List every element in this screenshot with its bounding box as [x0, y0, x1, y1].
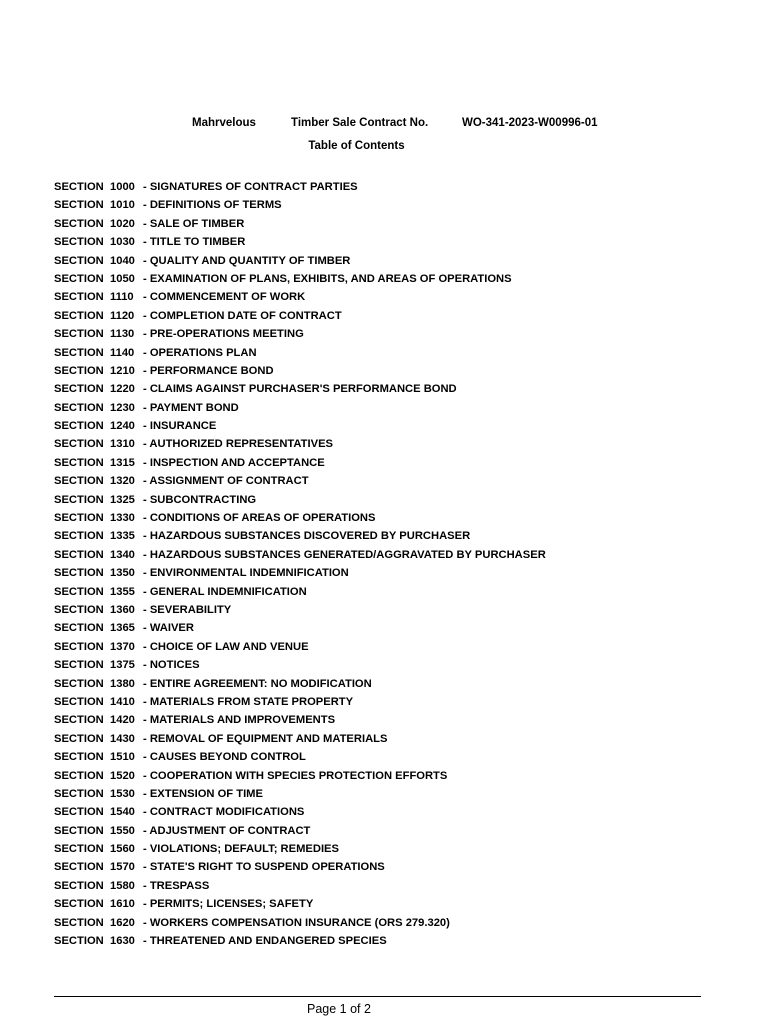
toc-section-number: 1335: [110, 530, 135, 543]
toc-section-number: 1620: [110, 916, 135, 929]
toc-section-number: 1000: [110, 181, 135, 193]
toc-entry: [54, 785, 546, 803]
toc-section-number: 1130: [110, 328, 135, 341]
toc-entry: [54, 196, 546, 214]
toc-entry: [54, 564, 546, 582]
toc-section-title: - PAYMENT BOND: [143, 401, 239, 414]
toc-section-title: - GENERAL INDEMNIFICATION: [143, 585, 307, 598]
toc-entry: [54, 252, 546, 270]
toc-section-word: SECTION: [54, 861, 104, 874]
toc-entry: [54, 546, 546, 564]
toc-section-number: 1320: [110, 475, 135, 488]
toc-section-title: - INSPECTION AND ACCEPTANCE: [143, 456, 325, 469]
toc-section-word: SECTION: [54, 843, 104, 856]
toc-section-word: SECTION: [54, 456, 104, 469]
toc-section-word: SECTION: [54, 217, 104, 230]
toc-section-title: - PERMITS; LICENSES; SAFETY: [143, 898, 314, 911]
toc-section-title: - PERFORMANCE BOND: [143, 364, 274, 377]
toc-section-word: SECTION: [54, 787, 104, 800]
toc-entry: [54, 178, 546, 196]
toc-section-word: SECTION: [54, 236, 104, 249]
toc-section-title: - ASSIGNMENT OF CONTRACT: [143, 475, 309, 488]
toc-entry: [54, 675, 546, 693]
toc-section-number: 1355: [110, 585, 135, 598]
toc-entry: [54, 638, 546, 656]
toc-section-word: SECTION: [54, 401, 104, 414]
toc-section-number: 1370: [110, 640, 135, 653]
toc-entry: [54, 822, 546, 840]
toc-list: [54, 178, 546, 950]
toc-section-title: - TITLE TO TIMBER: [143, 236, 246, 249]
toc-entry: [54, 325, 546, 343]
toc-entry: [54, 454, 546, 472]
toc-section-word: SECTION: [54, 309, 104, 322]
toc-section-word: SECTION: [54, 622, 104, 635]
toc-section-title: - SEVERABILITY: [143, 603, 232, 616]
document-header: [0, 117, 770, 133]
toc-section-title: - REMOVAL OF EQUIPMENT AND MATERIALS: [143, 732, 388, 745]
toc-section-title: - OPERATIONS PLAN: [143, 346, 257, 359]
toc-section-title: - MATERIALS AND IMPROVEMENTS: [143, 714, 336, 727]
toc-section-title: - THREATENED AND ENDANGERED SPECIES: [143, 935, 387, 948]
toc-section-title: - CONTRACT MODIFICATIONS: [143, 806, 305, 819]
toc-section-number: 1140: [110, 346, 135, 359]
toc-section-word: SECTION: [54, 916, 104, 929]
toc-entry: [54, 527, 546, 545]
toc-section-number: 1110: [110, 291, 134, 304]
toc-section-word: SECTION: [54, 806, 104, 819]
toc-section-number: 1580: [110, 879, 135, 892]
toc-section-number: 1210: [110, 364, 135, 377]
toc-section-title: - STATE'S RIGHT TO SUSPEND OPERATIONS: [143, 861, 385, 874]
toc-section-number: 1020: [110, 217, 135, 230]
toc-section-word: SECTION: [54, 659, 104, 672]
toc-entry: [54, 380, 546, 398]
toc-section-word: SECTION: [54, 420, 104, 433]
toc-entry: [54, 215, 546, 233]
toc-section-title: - COOPERATION WITH SPECIES PROTECTION EFFORTS: [143, 769, 448, 782]
toc-entry: [54, 803, 546, 821]
toc-entry: [54, 693, 546, 711]
toc-section-word: SECTION: [54, 640, 104, 653]
toc-section-title: - MATERIALS FROM STATE PROPERTY: [143, 695, 354, 708]
toc-entry: [54, 748, 546, 766]
toc-entry: [54, 840, 546, 858]
toc-section-word: SECTION: [54, 530, 104, 543]
toc-entry: [54, 601, 546, 619]
toc-section-word: SECTION: [54, 346, 104, 359]
toc-section-number: 1030: [110, 236, 135, 249]
toc-entry: [54, 491, 546, 509]
header-contract-number: WO-341-2023-W00996-01: [462, 117, 598, 129]
toc-entry: [54, 583, 546, 601]
toc-entry: [54, 656, 546, 674]
toc-section-title: - QUALITY AND QUANTITY OF TIMBER: [143, 254, 351, 267]
toc-section-word: SECTION: [54, 677, 104, 690]
toc-section-number: 1375: [110, 659, 135, 672]
toc-section-title: - CAUSES BEYOND CONTROL: [143, 751, 306, 764]
toc-section-title: - EXTENSION OF TIME: [143, 787, 263, 800]
toc-section-number: 1550: [110, 824, 135, 837]
toc-section-title: - VIOLATIONS; DEFAULT; REMEDIES: [143, 843, 339, 856]
toc-section-word: SECTION: [54, 898, 104, 911]
toc-section-word: SECTION: [54, 181, 104, 193]
toc-section-word: SECTION: [54, 493, 104, 506]
toc-section-word: SECTION: [54, 512, 104, 525]
toc-section-number: 1120: [110, 309, 135, 322]
toc-section-number: 1510: [110, 751, 135, 764]
header-contract-label: Timber Sale Contract No.: [291, 117, 429, 129]
toc-section-word: SECTION: [54, 328, 104, 341]
toc-section-word: SECTION: [54, 603, 104, 616]
toc-section-word: SECTION: [54, 548, 104, 561]
toc-section-title: - DEFINITIONS OF TERMS: [143, 199, 282, 212]
toc-section-title: - AUTHORIZED REPRESENTATIVES: [143, 438, 333, 451]
toc-section-title: - COMMENCEMENT OF WORK: [143, 291, 306, 304]
toc-section-number: 1240: [110, 420, 135, 433]
toc-section-number: 1610: [110, 898, 135, 911]
toc-section-word: SECTION: [54, 475, 104, 488]
toc-section-number: 1410: [110, 695, 135, 708]
toc-entry: [54, 288, 546, 306]
toc-entry: [54, 509, 546, 527]
toc-section-word: SECTION: [54, 732, 104, 745]
toc-section-number: 1040: [110, 254, 135, 267]
toc-entry: [54, 270, 546, 288]
toc-entry: [54, 233, 546, 251]
toc-section-number: 1360: [110, 603, 135, 616]
toc-entry: [54, 362, 546, 380]
toc-section-word: SECTION: [54, 585, 104, 598]
toc-section-number: 1220: [110, 383, 135, 396]
toc-section-title: - WORKERS COMPENSATION INSURANCE (ORS 279.320): [143, 916, 450, 929]
toc-section-word: SECTION: [54, 695, 104, 708]
toc-entry: [54, 877, 546, 895]
toc-section-number: 1630: [110, 935, 135, 948]
toc-section-number: 1540: [110, 806, 135, 819]
toc-section-title: - NOTICES: [143, 659, 200, 672]
toc-section-word: SECTION: [54, 383, 104, 396]
toc-section-number: 1420: [110, 714, 135, 727]
toc-section-word: SECTION: [54, 254, 104, 267]
toc-section-number: 1530: [110, 787, 135, 800]
toc-section-number: 1570: [110, 861, 135, 874]
toc-entry: [54, 435, 546, 453]
toc-section-number: 1365: [110, 622, 135, 635]
toc-section-number: 1430: [110, 732, 135, 745]
toc-entry: [54, 932, 546, 950]
toc-section-title: - SIGNATURES OF CONTRACT PARTIES: [143, 181, 358, 193]
toc-entry: [54, 914, 546, 932]
toc-section-word: SECTION: [54, 199, 104, 212]
toc-entry: [54, 344, 546, 362]
toc-section-title: - HAZARDOUS SUBSTANCES GENERATED/AGGRAVATED BY PURCHASER: [143, 548, 546, 561]
toc-section-number: 1050: [110, 272, 135, 285]
toc-section-number: 1520: [110, 769, 135, 782]
header-name: Mahrvelous: [192, 117, 256, 129]
toc-section-title: - EXAMINATION OF PLANS, EXHIBITS, AND AREAS OF OPERATIONS: [143, 272, 512, 285]
toc-entry: [54, 711, 546, 729]
toc-entry: [54, 858, 546, 876]
toc-section-title: - ENVIRONMENTAL INDEMNIFICATION: [143, 567, 349, 580]
toc-section-word: SECTION: [54, 714, 104, 727]
toc-section-title: - INSURANCE: [143, 420, 217, 433]
toc-entry: [54, 767, 546, 785]
toc-entry: [54, 472, 546, 490]
toc-entry: [54, 730, 546, 748]
page-number: Page 1 of 2: [307, 1002, 371, 1016]
toc-section-title: - TRESPASS: [143, 879, 210, 892]
toc-section-number: 1330: [110, 512, 135, 525]
toc-section-title: - ADJUSTMENT OF CONTRACT: [143, 824, 311, 837]
toc-entry: [54, 399, 546, 417]
toc-section-number: 1380: [110, 677, 135, 690]
toc-section-title: - SUBCONTRACTING: [143, 493, 257, 506]
toc-entry: [54, 307, 546, 325]
toc-section-word: SECTION: [54, 935, 104, 948]
toc-section-number: 1340: [110, 548, 135, 561]
toc-section-title: - CHOICE OF LAW AND VENUE: [143, 640, 309, 653]
toc-section-word: SECTION: [54, 751, 104, 764]
toc-section-title: - CLAIMS AGAINST PURCHASER'S PERFORMANCE BOND: [143, 383, 457, 396]
toc-section-word: SECTION: [54, 824, 104, 837]
toc-section-word: SECTION: [54, 291, 104, 304]
toc-section-word: SECTION: [54, 879, 104, 892]
footer-divider: [54, 996, 701, 997]
toc-section-title: - PRE-OPERATIONS MEETING: [143, 328, 304, 341]
toc-section-word: SECTION: [54, 769, 104, 782]
toc-section-number: 1350: [110, 567, 135, 580]
toc-section-word: SECTION: [54, 567, 104, 580]
toc-section-number: 1325: [110, 493, 135, 506]
toc-section-number: 1230: [110, 401, 135, 414]
toc-section-number: 1315: [110, 456, 135, 469]
toc-section-number: 1310: [110, 438, 135, 451]
toc-section-number: 1560: [110, 843, 135, 856]
toc-entry: [54, 417, 546, 435]
toc-section-title: - SALE OF TIMBER: [143, 217, 245, 230]
toc-section-title: - COMPLETION DATE OF CONTRACT: [143, 309, 342, 322]
toc-title: Table of Contents: [308, 140, 405, 152]
toc-entry: [54, 895, 546, 913]
toc-section-word: SECTION: [54, 438, 104, 451]
toc-section-number: 1010: [110, 199, 135, 212]
toc-entry: [54, 619, 546, 637]
toc-section-title: - WAIVER: [143, 622, 194, 635]
toc-section-title: - CONDITIONS OF AREAS OF OPERATIONS: [143, 512, 376, 525]
toc-section-word: SECTION: [54, 364, 104, 377]
toc-section-title: - ENTIRE AGREEMENT: NO MODIFICATION: [143, 677, 372, 690]
toc-section-word: SECTION: [54, 272, 104, 285]
toc-section-title: - HAZARDOUS SUBSTANCES DISCOVERED BY PURCHASER: [143, 530, 471, 543]
